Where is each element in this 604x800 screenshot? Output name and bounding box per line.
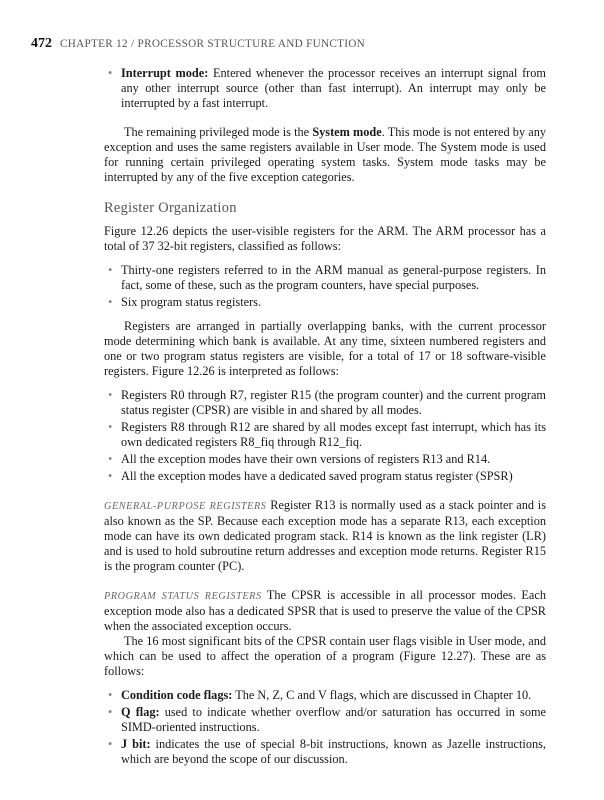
cpsr-paragraph: The 16 most significant bits of the CPSR contain user flags visible in User mode, and which can be used to affect the operation of a program (Figure 12.27). These are as follows:: [104, 634, 546, 678]
paragraph-text: The CPSR is accessible in all processor modes. Each exception mode also has a dedicated SPSR that is used to preserve the value of the CPSR when the associated exception occurs.: [104, 588, 546, 633]
bullet-term: J bit:: [121, 737, 151, 751]
bullet-text: used to indicate whether overflow and/or saturation has occurred in some SIMD-oriented instructions.: [121, 705, 546, 734]
system-mode-paragraph: [104, 125, 546, 185]
paragraph-text: . This mode is not entered by any exception and uses the same registers available in User mode. The System mode is used for running certain privileged operating system tasks. System mode tasks may be interrupted by any of the five exception categories.: [104, 125, 546, 184]
paragraph-text: Register R13 is normally used as a stack pointer and is also known as the SP. Because each exception mode has a separate R13, each exception mode can have its own dedicated program stack. R14 is known as the link register (LR) and is used to hold subroutine return addresses and exception mode returns. Register R15 is the program counter (PC).: [104, 498, 546, 573]
list-item: [108, 688, 546, 703]
bullet-text: Entered whenever the processor receives an interrupt signal from any other interrupt source (other than fast interrupt). An interrupt may only be interrupted by a fast interrupt.: [121, 66, 546, 110]
running-header: [31, 36, 571, 52]
section-heading: Register Organization: [104, 200, 237, 216]
run-in-heading: GENERAL-PURPOSE REGISTERS: [104, 501, 267, 512]
list-item: • Registers R8 through R12 are shared by all modes except fast interrupt, which has its own dedicated registers R8_fiq through R12_fiq.: [108, 420, 546, 450]
general-purpose-registers-paragraph: [104, 498, 546, 574]
bullet-term: Q flag:: [121, 705, 160, 719]
list-item: • All the exception modes have their own versions of registers R13 and R14.: [108, 452, 546, 467]
paragraph-text: The remaining privileged mode is the: [124, 125, 313, 139]
list-item: [108, 705, 546, 735]
paragraph-term: System mode: [312, 125, 382, 139]
list-item: • Thirty-one registers referred to in the ARM manual as general-purpose registers. In fact, some of these, such as the program counters, have special purposes.: [108, 263, 546, 293]
page-number: 472: [31, 36, 52, 51]
bullet-text: indicates the use of special 8-bit instructions, known as Jazelle instructions, which are beyond the scope of our discussion.: [121, 737, 546, 766]
register-paragraph-2: Registers are arranged in partially overlapping banks, with the current processor mode determining which bank is available. At any time, sixteen numbered registers and one or two program status registers are visible, for a total of 17 or 18 software-visible registers. Figure 12.26 is interpreted as follows:: [104, 319, 546, 378]
list-item: [108, 737, 546, 767]
bullet-text: The N, Z, C and V flags, which are discussed in Chapter 10.: [232, 688, 532, 702]
body-text: [104, 66, 546, 767]
bullet-interrupt-mode: [108, 66, 546, 111]
bullet-term: Condition code flags:: [121, 688, 233, 702]
list-item: • All the exception modes have a dedicated saved program status register (SPSR): [108, 469, 546, 484]
list-item: • Registers R0 through R7, register R15 (the program counter) and the current program status register (CPSR) are visible in and shared by all modes.: [108, 388, 546, 418]
program-status-registers-paragraph: [104, 588, 546, 634]
bullet-term: Interrupt mode:: [121, 66, 209, 80]
list-item: • Six program status registers.: [108, 295, 546, 310]
running-title: CHAPTER 12 / PROCESSOR STRUCTURE AND FUNCTION: [60, 38, 366, 50]
run-in-heading: PROGRAM STATUS REGISTERS: [104, 591, 262, 602]
register-paragraph-1: Figure 12.26 depicts the user-visible registers for the ARM. The ARM processor has a total of 37 32-bit registers, classified as follows:: [104, 224, 546, 253]
